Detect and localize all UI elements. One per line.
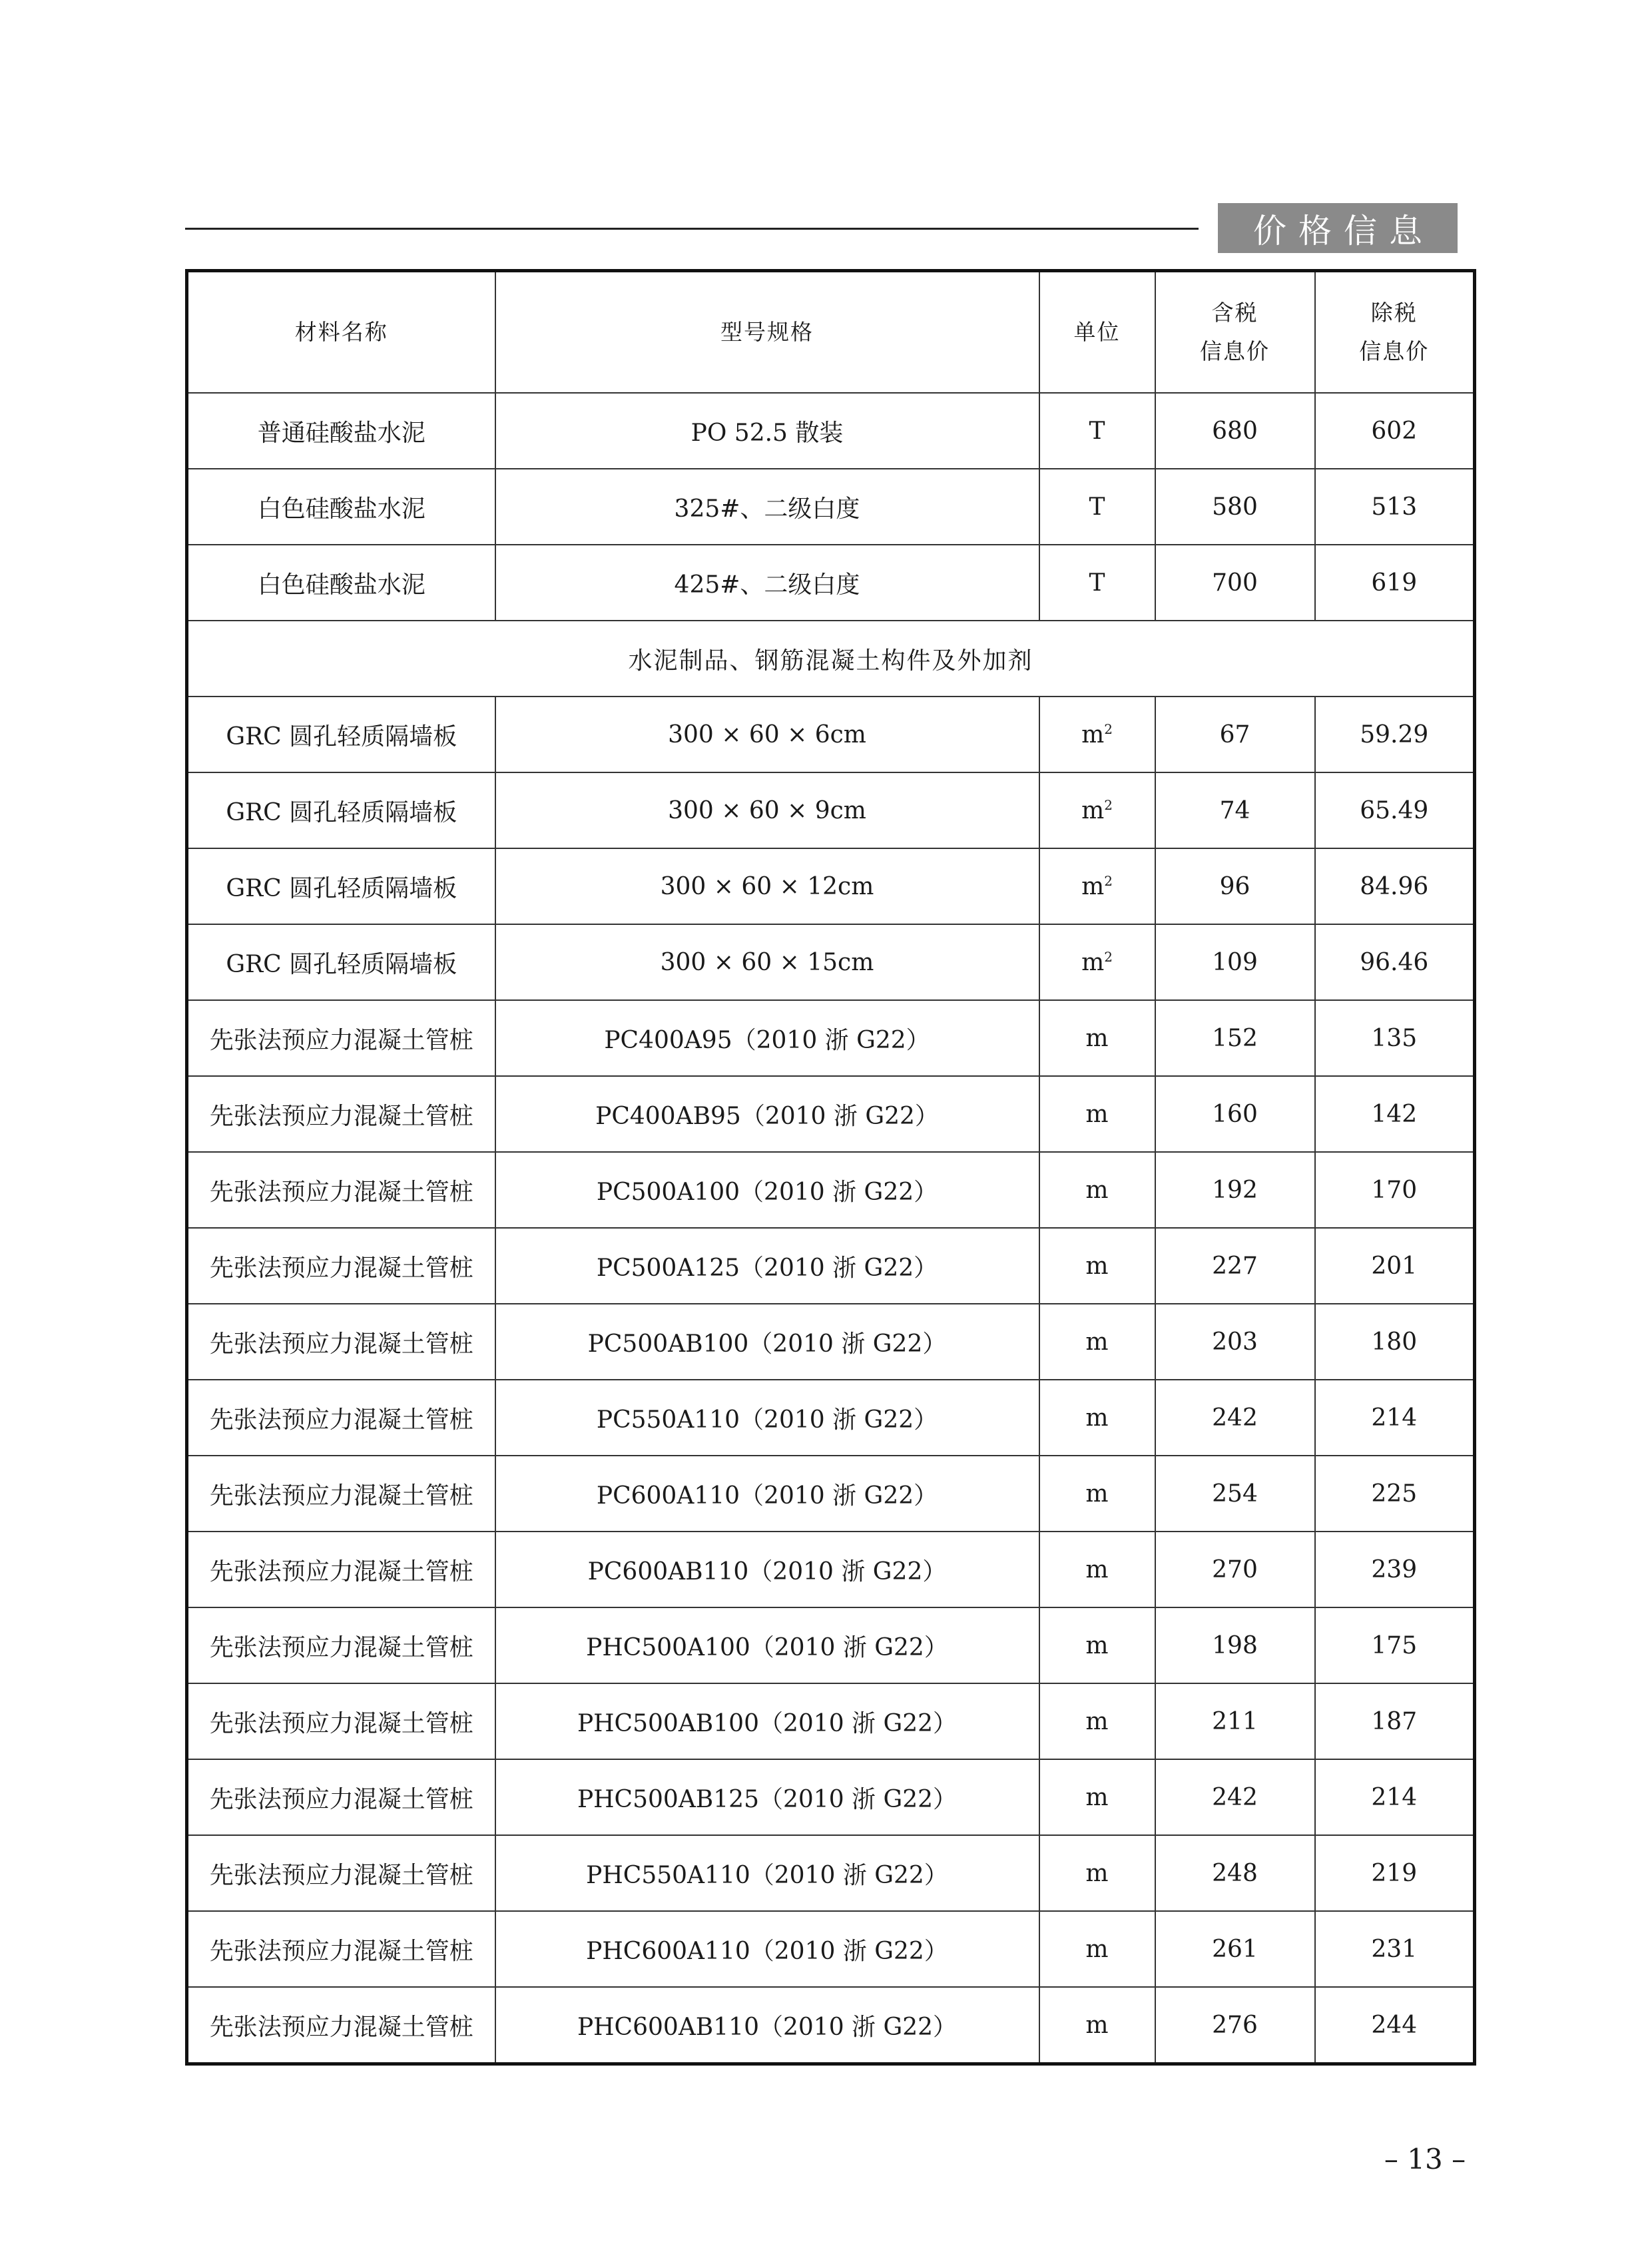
cell-price-tax: 67: [1155, 697, 1315, 772]
price-table: [185, 269, 1476, 2066]
cell-spec: 300 × 60 × 12cm: [495, 848, 1039, 924]
table-row: [187, 1683, 1475, 1759]
cell-unit: m: [1039, 1152, 1155, 1228]
table-row: [187, 1607, 1475, 1683]
cell-price-notax: 201: [1315, 1228, 1475, 1304]
cell-name: 白色硅酸盐水泥: [187, 545, 495, 621]
cell-unit: [1039, 848, 1155, 924]
cell-price-tax: 227: [1155, 1228, 1315, 1304]
cell-unit: m: [1039, 1228, 1155, 1304]
table-header-row: [187, 271, 1475, 394]
table-row: [187, 1076, 1475, 1152]
cell-unit: T: [1039, 393, 1155, 469]
cell-spec: PHC600AB110（2010 浙 G22）: [495, 1987, 1039, 2064]
table-row: [187, 1987, 1475, 2064]
header-rule: [185, 228, 1199, 230]
cell-unit: m: [1039, 1304, 1155, 1380]
table-row: [187, 393, 1475, 469]
cell-price-notax: 175: [1315, 1607, 1475, 1683]
table-row: [187, 1532, 1475, 1607]
unit-exponent: 2: [1104, 796, 1113, 813]
cell-unit: m: [1039, 1000, 1155, 1076]
cell-price-tax: 242: [1155, 1380, 1315, 1456]
unit-base: m: [1081, 720, 1105, 748]
cell-name: 先张法预应力混凝土管桩: [187, 1683, 495, 1759]
cell-name: 先张法预应力混凝土管桩: [187, 1228, 495, 1304]
cell-price-notax: 59.29: [1315, 697, 1475, 772]
cell-name: GRC 圆孔轻质隔墙板: [187, 697, 495, 772]
cell-unit: m: [1039, 1532, 1155, 1607]
table-row: [187, 848, 1475, 924]
cell-price-notax: 219: [1315, 1835, 1475, 1911]
column-header-name: 材料名称: [187, 271, 495, 394]
cell-unit: m: [1039, 1076, 1155, 1152]
cell-price-notax: 65.49: [1315, 772, 1475, 848]
unit-base: m: [1081, 872, 1105, 900]
unit-base: m: [1081, 948, 1105, 976]
unit-exponent: 2: [1104, 948, 1113, 965]
cell-spec: PC550A110（2010 浙 G22）: [495, 1380, 1039, 1456]
cell-unit: m: [1039, 1911, 1155, 1987]
column-header-price-notax-line2: 信息价: [1359, 338, 1430, 364]
section-row: [187, 621, 1475, 697]
cell-price-tax: 192: [1155, 1152, 1315, 1228]
table-row: [187, 1759, 1475, 1835]
cell-spec: PHC500AB125（2010 浙 G22）: [495, 1759, 1039, 1835]
cell-name: 先张法预应力混凝土管桩: [187, 1835, 495, 1911]
cell-price-tax: 211: [1155, 1683, 1315, 1759]
cell-price-tax: 276: [1155, 1987, 1315, 2064]
column-header-price-notax-line1: 除税: [1370, 300, 1418, 326]
column-header-spec: 型号规格: [495, 271, 1039, 394]
table-row: [187, 1000, 1475, 1076]
cell-name: 先张法预应力混凝土管桩: [187, 1456, 495, 1532]
cell-price-notax: 84.96: [1315, 848, 1475, 924]
section-title-tab: 价格信息: [1218, 203, 1458, 253]
cell-spec: PHC600A110（2010 浙 G22）: [495, 1911, 1039, 1987]
cell-name: 普通硅酸盐水泥: [187, 393, 495, 469]
section-title: 水泥制品、钢筋混凝土构件及外加剂: [187, 621, 1475, 697]
cell-spec: PHC550A110（2010 浙 G22）: [495, 1835, 1039, 1911]
cell-price-tax: 248: [1155, 1835, 1315, 1911]
cell-price-tax: 270: [1155, 1532, 1315, 1607]
cell-unit: m: [1039, 1987, 1155, 2064]
cell-price-notax: 135: [1315, 1000, 1475, 1076]
cell-name: 白色硅酸盐水泥: [187, 469, 495, 545]
cell-price-notax: 244: [1315, 1987, 1475, 2064]
cell-price-notax: 513: [1315, 469, 1475, 545]
cell-price-tax: 261: [1155, 1911, 1315, 1987]
cell-name: 先张法预应力混凝土管桩: [187, 1987, 495, 2064]
unit-base: m: [1081, 796, 1105, 824]
cell-unit: m: [1039, 1456, 1155, 1532]
cell-price-tax: 152: [1155, 1000, 1315, 1076]
cell-name: 先张法预应力混凝土管桩: [187, 1380, 495, 1456]
cell-price-tax: 700: [1155, 545, 1315, 621]
column-header-price-notax: [1315, 271, 1475, 394]
column-header-price-tax-line2: 信息价: [1200, 338, 1270, 364]
cell-spec: PC400A95（2010 浙 G22）: [495, 1000, 1039, 1076]
cell-name: 先张法预应力混凝土管桩: [187, 1911, 495, 1987]
table-row: [187, 545, 1475, 621]
cell-unit: m: [1039, 1380, 1155, 1456]
cell-price-notax: 187: [1315, 1683, 1475, 1759]
cell-spec: 300 × 60 × 9cm: [495, 772, 1039, 848]
table-row: [187, 1304, 1475, 1380]
cell-price-tax: 96: [1155, 848, 1315, 924]
table-row: [187, 1456, 1475, 1532]
cell-spec: PO 52.5 散装: [495, 393, 1039, 469]
unit-exponent: 2: [1104, 720, 1113, 737]
cell-price-tax: 242: [1155, 1759, 1315, 1835]
cell-spec: PHC500A100（2010 浙 G22）: [495, 1607, 1039, 1683]
cell-unit: m: [1039, 1683, 1155, 1759]
cell-spec: PHC500AB100（2010 浙 G22）: [495, 1683, 1039, 1759]
cell-unit: m: [1039, 1759, 1155, 1835]
cell-name: 先张法预应力混凝土管桩: [187, 1304, 495, 1380]
cell-name: 先张法预应力混凝土管桩: [187, 1076, 495, 1152]
cell-price-notax: 602: [1315, 393, 1475, 469]
cell-name: GRC 圆孔轻质隔墙板: [187, 848, 495, 924]
cell-name: 先张法预应力混凝土管桩: [187, 1759, 495, 1835]
cell-price-notax: 225: [1315, 1456, 1475, 1532]
cell-price-tax: 254: [1155, 1456, 1315, 1532]
cell-unit: m: [1039, 1835, 1155, 1911]
cell-price-tax: 109: [1155, 924, 1315, 1000]
cell-name: 先张法预应力混凝土管桩: [187, 1152, 495, 1228]
cell-price-notax: 239: [1315, 1532, 1475, 1607]
cell-price-notax: 142: [1315, 1076, 1475, 1152]
table-row: [187, 1911, 1475, 1987]
cell-name: GRC 圆孔轻质隔墙板: [187, 924, 495, 1000]
column-header-price-tax: [1155, 271, 1315, 394]
cell-spec: PC500AB100（2010 浙 G22）: [495, 1304, 1039, 1380]
cell-name: 先张法预应力混凝土管桩: [187, 1000, 495, 1076]
table-row: [187, 1380, 1475, 1456]
cell-price-notax: 170: [1315, 1152, 1475, 1228]
table-row: [187, 772, 1475, 848]
table-row: [187, 469, 1475, 545]
cell-spec: 300 × 60 × 15cm: [495, 924, 1039, 1000]
unit-exponent: 2: [1104, 872, 1113, 889]
cell-spec: PC500A100（2010 浙 G22）: [495, 1152, 1039, 1228]
table-row: [187, 1835, 1475, 1911]
cell-unit: [1039, 772, 1155, 848]
cell-spec: 425#、二级白度: [495, 545, 1039, 621]
cell-unit: T: [1039, 469, 1155, 545]
cell-spec: PC500A125（2010 浙 G22）: [495, 1228, 1039, 1304]
cell-price-notax: 619: [1315, 545, 1475, 621]
cell-price-tax: 203: [1155, 1304, 1315, 1380]
table-row: [187, 1152, 1475, 1228]
cell-name: 先张法预应力混凝土管桩: [187, 1607, 495, 1683]
cell-price-tax: 680: [1155, 393, 1315, 469]
cell-unit: [1039, 697, 1155, 772]
column-header-unit: 单位: [1039, 271, 1155, 394]
cell-price-tax: 160: [1155, 1076, 1315, 1152]
cell-unit: T: [1039, 545, 1155, 621]
column-header-price-tax-line1: 含税: [1211, 300, 1258, 326]
cell-price-notax: 180: [1315, 1304, 1475, 1380]
cell-unit: [1039, 924, 1155, 1000]
cell-spec: 325#、二级白度: [495, 469, 1039, 545]
cell-price-tax: 198: [1155, 1607, 1315, 1683]
cell-price-notax: 214: [1315, 1759, 1475, 1835]
page-number: – 13 –: [1384, 2143, 1466, 2175]
cell-spec: PC600A110（2010 浙 G22）: [495, 1456, 1039, 1532]
cell-name: 先张法预应力混凝土管桩: [187, 1532, 495, 1607]
table-row: [187, 924, 1475, 1000]
cell-price-tax: 580: [1155, 469, 1315, 545]
cell-unit: m: [1039, 1607, 1155, 1683]
cell-price-notax: 214: [1315, 1380, 1475, 1456]
table-row: [187, 1228, 1475, 1304]
cell-spec: 300 × 60 × 6cm: [495, 697, 1039, 772]
cell-spec: PC600AB110（2010 浙 G22）: [495, 1532, 1039, 1607]
cell-spec: PC400AB95（2010 浙 G22）: [495, 1076, 1039, 1152]
table-row: [187, 697, 1475, 772]
cell-name: GRC 圆孔轻质隔墙板: [187, 772, 495, 848]
cell-price-tax: 74: [1155, 772, 1315, 848]
cell-price-notax: 96.46: [1315, 924, 1475, 1000]
cell-price-notax: 231: [1315, 1911, 1475, 1987]
